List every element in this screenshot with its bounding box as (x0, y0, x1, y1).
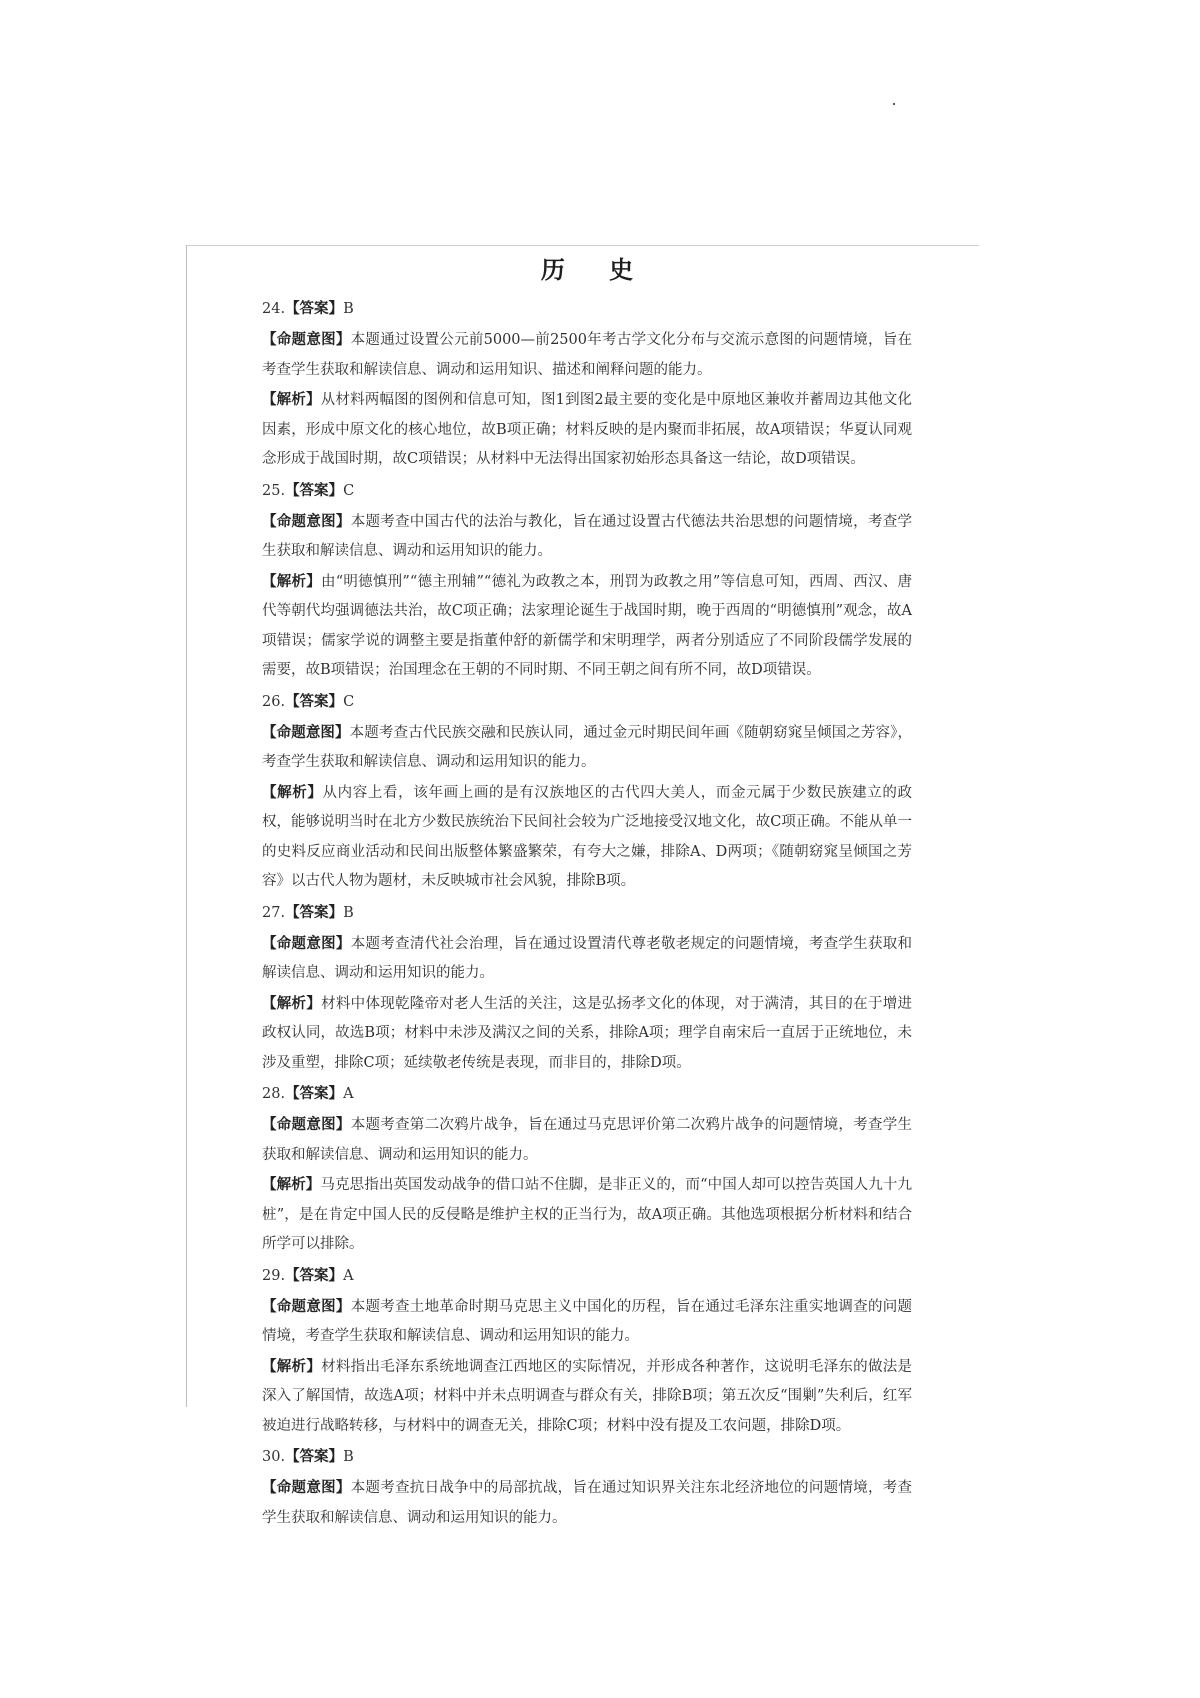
answer-key-document (262, 250, 912, 1533)
answer-item (262, 1260, 912, 1442)
intent-paragraph (262, 325, 912, 385)
analysis-paragraph (262, 1170, 912, 1260)
intent-label: 【命题意图】 (262, 1479, 351, 1496)
analysis-paragraph (262, 385, 912, 475)
answer-label: 【答案】 (285, 300, 344, 317)
analysis-paragraph (262, 778, 912, 897)
analysis-text: 材料指出毛泽东系统地调查江西地区的实际情况，并形成各种著作，这说明毛泽东的做法是深入了解国情，故选A项；材料中并未点明调查与群众有关，排除B项；第五次反“围剿”失利后，红军被迫进行战略转移，与材料中的调查无关，排除C项；材料中没有提及工农问题，排除D项。 (262, 1358, 913, 1434)
intent-paragraph (262, 929, 912, 989)
analysis-label: 【解析】 (262, 783, 323, 801)
intent-text: 本题考查土地革命时期马克思主义中国化的历程，旨在通过毛泽东注重实地调查的问题情境，考查学生获取和解读信息、调动和运用知识的能力。 (262, 1298, 913, 1344)
answer-choice: C (343, 693, 355, 710)
analysis-text: 由“明德慎刑”“德主刑辅”“德礼为政教之本，刑罚为政教之用”等信息可知，西周、西汉、唐代等朝代均强调德法共治，故C项正确；法家理论诞生于战国时期，晚于西周的“明德慎刑”观念，故A项错误；儒家学说的调整主要是指董仲舒的新儒学和宋明理学，两者分别适应了不同阶段儒学发展的需要，故B项错误；治国理念在王朝的不同时期、不同王朝之间有所不同，故D项错误。 (262, 573, 913, 678)
analysis-text: 从材料两幅图的图例和信息可知，图1到图2最主要的变化是中原地区兼收并蓄周边其他文化因素，形成中原文化的核心地位，故B项正确；材料反映的是内聚而非拓展，故A项错误；华夏认同观念形成于战国时期，故C项错误；从材料中无法得出国家初始形态具备这一结论，故D项错误。 (262, 392, 912, 467)
answer-choice: A (343, 1086, 354, 1102)
answer-label: 【答案】 (285, 481, 344, 499)
analysis-text: 从内容上看，该年画上画的是有汉族地区的古代四大美人，而金元属于少数民族建立的政权，能够说明当时在北方少数民族统治下民间社会较为广泛地接受汉地文化，故C项正确。不能从单一的史料反应商业活动和民间出版整体繁盛繁荣，有夸大之嫌，排除A、D两项；《随朝窈窕呈倾国之芳容》以古代人物为题材，未反映城市社会风貌，排除B项。 (262, 784, 913, 889)
question-number: 28. (262, 1086, 286, 1102)
answer-line (262, 1441, 912, 1473)
answer-choice: B (343, 1449, 354, 1465)
intent-label: 【命题意图】 (262, 331, 351, 348)
answer-item (262, 897, 912, 1079)
answer-choice: A (343, 1267, 354, 1284)
analysis-label: 【解析】 (262, 572, 322, 590)
intent-paragraph (262, 1473, 912, 1533)
answer-items (262, 293, 912, 1533)
question-number: 29. (262, 1267, 286, 1284)
answer-choice: C (343, 482, 355, 499)
intent-label: 【命题意图】 (262, 1116, 351, 1133)
intent-paragraph (262, 507, 912, 567)
intent-text: 本题考查抗日战争中的局部抗战，旨在通过知识界关注东北经济地位的问题情境，考查学生获取和解读信息、调动和运用知识的能力。 (262, 1480, 913, 1526)
intent-label: 【命题意图】 (262, 934, 351, 952)
scan-speck (893, 103, 895, 105)
answer-choice: B (343, 301, 354, 317)
analysis-paragraph (262, 567, 912, 686)
answer-line (262, 686, 912, 718)
answer-item (262, 293, 912, 475)
answer-label: 【答案】 (285, 1266, 344, 1284)
answer-item (262, 1078, 912, 1260)
intent-paragraph (262, 1110, 912, 1170)
answer-line (262, 1078, 912, 1110)
answer-choice: B (343, 904, 354, 921)
intent-label: 【命题意图】 (262, 1297, 351, 1315)
page-top-edge (186, 245, 979, 246)
analysis-label: 【解析】 (262, 391, 321, 408)
question-number: 27. (262, 904, 286, 921)
page-left-edge (186, 245, 187, 1407)
answer-item (262, 475, 912, 686)
intent-paragraph (262, 1292, 912, 1352)
answer-line (262, 897, 912, 929)
analysis-label: 【解析】 (262, 1357, 322, 1375)
intent-label: 【命题意图】 (262, 512, 351, 530)
intent-text: 本题考查中国古代的法治与教化，旨在通过设置古代德法共治思想的问题情境，考查学生获取和解读信息、调动和运用知识的能力。 (262, 513, 913, 559)
question-number: 25. (262, 482, 286, 499)
answer-item (262, 686, 912, 897)
intent-text: 本题考查第二次鸦片战争，旨在通过马克思评价第二次鸦片战争的问题情境，考查学生获取和解读信息、调动和运用知识的能力。 (262, 1117, 913, 1163)
answer-line (262, 1260, 912, 1292)
analysis-label: 【解析】 (262, 994, 322, 1012)
answer-label: 【答案】 (285, 903, 344, 921)
question-number: 30. (262, 1449, 286, 1465)
analysis-text: 马克思指出英国发动战争的借口站不住脚，是非正义的，而“中国人却可以控告英国人九十九桩”，是在肯定中国人民的反侵略是维护主权的正当行为，故A项正确。其他选项根据分析材料和结合所学可以排除。 (262, 1177, 912, 1252)
intent-label: 【命题意图】 (262, 723, 350, 741)
intent-text: 本题考查清代社会治理，旨在通过设置清代尊老敬老规定的问题情境，考查学生获取和解读信息、调动和运用知识的能力。 (262, 935, 913, 981)
intent-text: 本题考查古代民族交融和民族认同，通过金元时期民间年画《随朝窈窕呈倾国之芳容》，考查学生获取和解读信息、调动和运用知识的能力。 (262, 724, 913, 770)
document-title: 历 史 (540, 255, 652, 284)
intent-text: 本题通过设置公元前5000—前2500年考古学文化分布与交流示意图的问题情境，旨在考查学生获取和解读信息、调动和运用知识、描述和阐释问题的能力。 (262, 332, 912, 378)
intent-paragraph (262, 718, 912, 778)
answer-label: 【答案】 (285, 692, 344, 710)
answer-label: 【答案】 (285, 1448, 344, 1465)
analysis-label: 【解析】 (262, 1176, 321, 1193)
answer-line (262, 293, 912, 325)
question-number: 26. (262, 693, 286, 710)
question-number: 24. (262, 301, 286, 317)
analysis-paragraph (262, 989, 912, 1079)
answer-line (262, 475, 912, 507)
analysis-text: 材料中体现乾隆帝对老人生活的关注，这是弘扬孝文化的体现，对于满清，其目的在于增进政权认同，故选B项；材料中未涉及满汉之间的关系，排除A项；理学自南宋后一直居于正统地位，未涉及重塑，排除C项；延续敬老传统是表现，而非目的，排除D项。 (262, 995, 913, 1071)
analysis-paragraph (262, 1352, 912, 1442)
answer-item (262, 1441, 912, 1533)
answer-label: 【答案】 (285, 1085, 344, 1102)
